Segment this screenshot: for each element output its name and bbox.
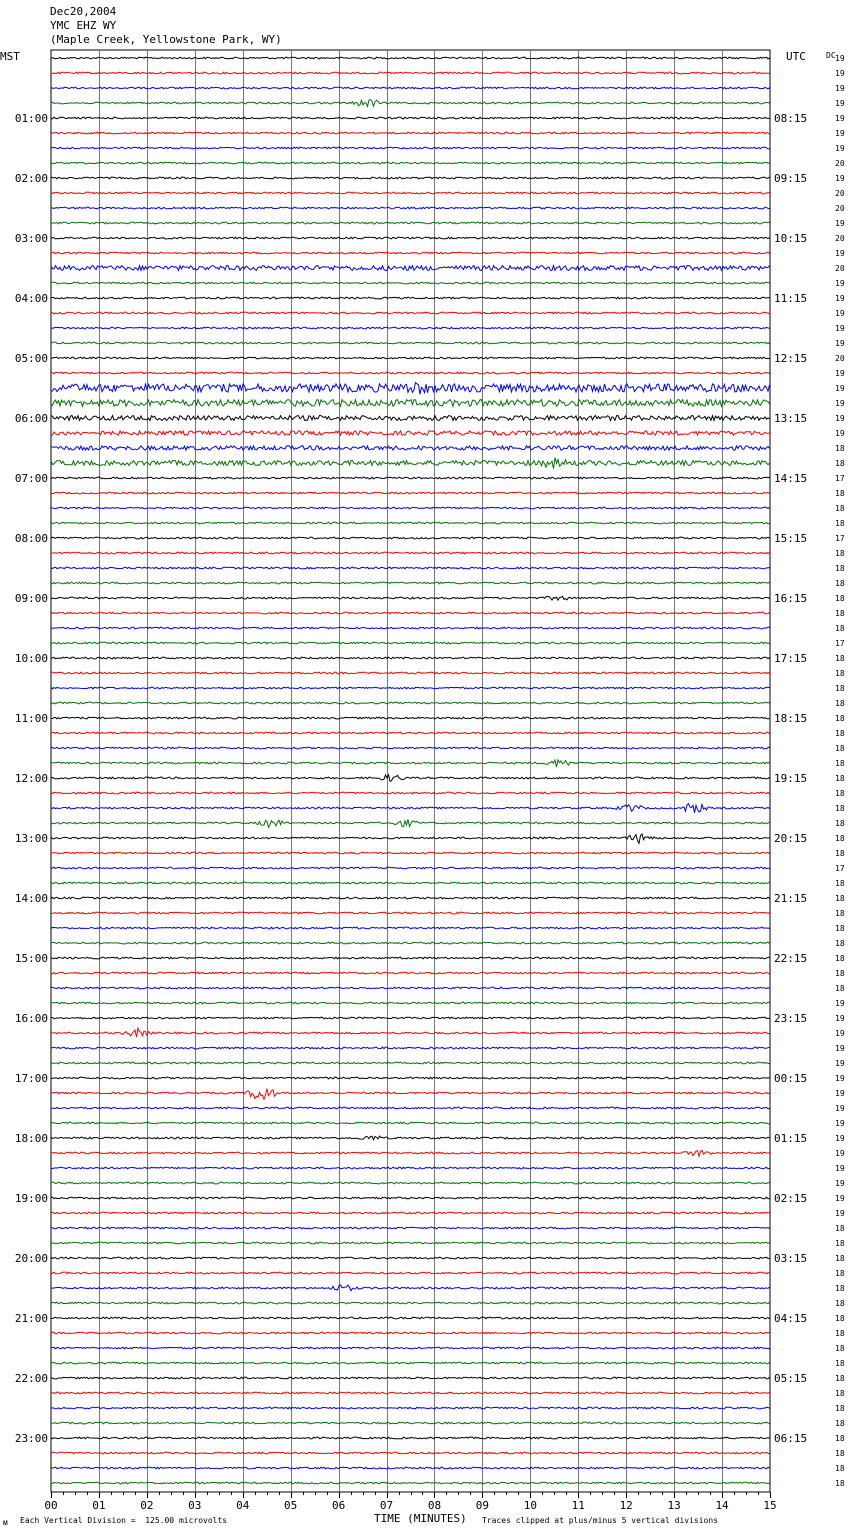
seismic-trace <box>51 1136 770 1140</box>
seismic-trace <box>51 57 770 59</box>
seismic-trace <box>51 1212 770 1214</box>
seismic-trace <box>51 792 770 794</box>
dc-offset-value: 18 <box>835 729 845 738</box>
seismic-trace <box>51 372 770 374</box>
seismic-trace <box>51 132 770 134</box>
dc-offset-value: 18 <box>835 714 845 723</box>
seismic-trace <box>51 416 770 421</box>
seismic-trace <box>51 852 770 854</box>
dc-offset-value: 18 <box>835 579 845 588</box>
seismic-trace <box>51 1302 770 1304</box>
right-hour-label: 13:15 <box>774 412 808 425</box>
seismic-trace <box>51 383 770 395</box>
dc-offset-value: 18 <box>835 1374 845 1383</box>
seismic-trace <box>51 207 770 209</box>
right-hour-label: 12:15 <box>774 352 808 365</box>
seismic-trace <box>51 507 770 509</box>
seismic-trace <box>51 1257 770 1259</box>
dc-offset-value: 19 <box>835 999 845 1008</box>
dc-offset-value: 18 <box>835 894 845 903</box>
dc-offset-value: 19 <box>835 129 845 138</box>
seismic-trace <box>51 1227 770 1229</box>
dc-offset-value: 19 <box>835 1059 845 1068</box>
dc-offset-value: 19 <box>835 429 845 438</box>
dc-offset-value: 18 <box>835 984 845 993</box>
right-hour-label: 15:15 <box>774 532 808 545</box>
seismic-trace <box>51 897 770 899</box>
left-hour-label: 01:00 <box>14 112 48 125</box>
footer-mark: ᴍ <box>3 1518 8 1527</box>
seismic-trace <box>51 1377 770 1379</box>
left-hour-label: 03:00 <box>14 232 48 245</box>
dc-offset-value: 19 <box>835 279 845 288</box>
dc-offset-value: 19 <box>835 1089 845 1098</box>
left-hour-label: 04:00 <box>14 292 48 305</box>
scale-note: Each Vertical Division = 125.00 microvolts <box>20 1516 228 1525</box>
seismic-trace <box>51 657 770 659</box>
left-hour-label: 05:00 <box>14 352 48 365</box>
seismic-trace <box>51 760 770 767</box>
grid-layer <box>51 50 771 1498</box>
right-hour-label: 04:15 <box>774 1312 808 1325</box>
seismic-trace <box>51 582 770 584</box>
left-hour-label: 16:00 <box>14 1012 48 1025</box>
x-tick-label: 02 <box>140 1499 154 1512</box>
right-hour-label: 01:15 <box>774 1132 808 1145</box>
left-hour-label: 13:00 <box>14 832 48 845</box>
left-hour-label: 14:00 <box>14 892 48 905</box>
dc-offset-value: 19 <box>835 339 845 348</box>
dc-offset-value: 18 <box>835 1479 845 1488</box>
dc-offset-value: 18 <box>835 879 845 888</box>
dc-offset-value: 18 <box>835 1359 845 1368</box>
dc-offset-value: 18 <box>835 1254 845 1263</box>
seismic-trace <box>51 1150 770 1156</box>
dc-offset-value: 19 <box>835 174 845 183</box>
label-layer <box>15 54 845 1512</box>
x-tick-label: 08 <box>427 1499 442 1512</box>
dc-offset-value: 19 <box>835 1209 845 1218</box>
dc-offset-value: 18 <box>835 1434 845 1443</box>
seismic-trace <box>51 687 770 689</box>
seismic-trace <box>51 1107 770 1109</box>
dc-offset-value: 19 <box>835 69 845 78</box>
seismic-trace <box>51 1407 770 1409</box>
dc-offset-value: 20 <box>835 234 845 243</box>
station-code: YMC EHZ WY <box>50 19 117 32</box>
x-tick-label: 06 <box>331 1499 346 1512</box>
dc-offset-value: 18 <box>835 669 845 678</box>
x-tick-label: 00 <box>44 1499 58 1512</box>
seismic-trace <box>51 1285 770 1291</box>
dc-offset-value: 18 <box>835 1389 845 1398</box>
right-axis-label: UTC <box>786 50 806 63</box>
seismic-trace <box>51 252 770 254</box>
dc-offset-value: 17 <box>835 639 845 648</box>
seismic-trace <box>51 312 770 314</box>
seismic-trace <box>51 1017 770 1019</box>
right-hour-label: 08:15 <box>774 112 808 125</box>
right-hour-label: 10:15 <box>774 232 808 245</box>
left-hour-label: 02:00 <box>14 172 48 185</box>
dc-offset-value: 18 <box>835 1239 845 1248</box>
x-tick-label: 13 <box>667 1499 681 1512</box>
seismic-trace <box>51 1122 770 1124</box>
dc-label: DC <box>826 51 836 60</box>
seismic-trace <box>51 552 770 554</box>
dc-offset-value: 19 <box>835 1029 845 1038</box>
seismic-trace <box>51 819 770 827</box>
dc-offset-value: 18 <box>835 924 845 933</box>
seismic-trace <box>51 162 770 164</box>
seismic-trace <box>51 147 770 149</box>
dc-offset-value: 19 <box>835 384 845 393</box>
dc-offset-value: 19 <box>835 399 845 408</box>
left-hour-label: 23:00 <box>14 1432 48 1445</box>
left-hour-label: 17:00 <box>14 1072 48 1085</box>
trace-layer <box>51 57 770 1484</box>
seismic-trace <box>51 612 770 614</box>
left-hour-label: 11:00 <box>14 712 48 725</box>
right-hour-label: 19:15 <box>774 772 808 785</box>
dc-offset-value: 18 <box>835 519 845 528</box>
seismic-trace <box>51 1167 770 1169</box>
dc-offset-value: 19 <box>835 324 845 333</box>
dc-offset-value: 20 <box>835 204 845 213</box>
dc-offset-value: 18 <box>835 459 845 468</box>
x-tick-label: 07 <box>379 1499 394 1512</box>
dc-offset-value: 20 <box>835 264 845 273</box>
right-hour-label: 00:15 <box>774 1072 808 1085</box>
dc-offset-value: 19 <box>835 294 845 303</box>
dc-offset-value: 19 <box>835 1149 845 1158</box>
dc-offset-value: 19 <box>835 1164 845 1173</box>
seismic-trace <box>51 957 770 959</box>
seismic-trace <box>51 1089 770 1100</box>
x-tick-label: 04 <box>236 1499 250 1512</box>
seismic-trace <box>51 732 770 734</box>
seismic-trace <box>51 1272 770 1274</box>
right-hour-label: 16:15 <box>774 592 808 605</box>
dc-offset-value: 18 <box>835 1284 845 1293</box>
dc-offset-value: 19 <box>835 1014 845 1023</box>
x-tick-label: 14 <box>715 1499 729 1512</box>
x-tick-label: 01 <box>92 1499 106 1512</box>
left-hour-label: 18:00 <box>14 1132 48 1145</box>
seismic-trace <box>51 912 770 914</box>
seismic-trace <box>51 775 770 782</box>
seismic-trace <box>51 804 770 813</box>
left-hour-label: 22:00 <box>14 1372 48 1385</box>
seismic-trace <box>51 1422 770 1424</box>
dc-offset-value: 19 <box>835 1134 845 1143</box>
right-hour-label: 09:15 <box>774 172 808 185</box>
dc-offset-value: 18 <box>835 594 845 603</box>
dc-offset-value: 19 <box>835 1074 845 1083</box>
right-hour-label: 05:15 <box>774 1372 808 1385</box>
seismic-trace <box>51 882 770 884</box>
left-hour-label: 12:00 <box>14 772 48 785</box>
seismic-trace <box>51 400 770 407</box>
dc-offset-value: 18 <box>835 834 845 843</box>
dc-offset-value: 18 <box>835 609 845 618</box>
dc-offset-value: 18 <box>835 939 845 948</box>
seismic-trace <box>51 537 770 539</box>
seismic-trace <box>51 834 770 843</box>
right-hour-label: 11:15 <box>774 292 808 305</box>
seismic-trace <box>51 1332 770 1334</box>
dc-offset-value: 19 <box>835 369 845 378</box>
seismic-trace <box>51 357 770 359</box>
dc-offset-value: 18 <box>835 804 845 813</box>
right-hour-label: 14:15 <box>774 472 808 485</box>
seismic-trace <box>51 100 770 107</box>
left-axis-label: MST <box>0 50 20 63</box>
seismic-trace <box>51 192 770 194</box>
dc-offset-value: 18 <box>835 624 845 633</box>
seismic-trace <box>51 702 770 704</box>
seismic-trace <box>51 1392 770 1394</box>
dc-offset-value: 18 <box>835 1404 845 1413</box>
dc-offset-value: 18 <box>835 849 845 858</box>
seismic-trace <box>51 342 770 344</box>
seismic-trace <box>51 867 770 869</box>
dc-offset-value: 18 <box>835 1329 845 1338</box>
dc-offset-value: 19 <box>835 54 845 63</box>
dc-offset-value: 19 <box>835 1179 845 1188</box>
seismic-trace <box>51 596 770 600</box>
seismic-trace <box>51 927 770 929</box>
dc-offset-value: 18 <box>835 954 845 963</box>
dc-offset-value: 17 <box>835 534 845 543</box>
seismic-trace <box>51 297 770 299</box>
left-hour-label: 10:00 <box>14 652 48 665</box>
dc-offset-value: 18 <box>835 504 845 513</box>
dc-offset-value: 20 <box>835 354 845 363</box>
seismic-trace <box>51 282 770 284</box>
right-hour-label: 03:15 <box>774 1252 808 1265</box>
dc-offset-value: 19 <box>835 99 845 108</box>
dc-offset-value: 18 <box>835 1314 845 1323</box>
left-hour-label: 20:00 <box>14 1252 48 1265</box>
seismic-trace <box>51 237 770 239</box>
seismic-trace <box>51 477 770 479</box>
dc-offset-value: 18 <box>835 969 845 978</box>
right-hour-label: 22:15 <box>774 952 808 965</box>
dc-offset-value: 18 <box>835 654 845 663</box>
chart-date: Dec20,2004 <box>50 5 117 18</box>
dc-offset-value: 18 <box>835 1449 845 1458</box>
seismic-trace <box>51 1452 770 1454</box>
seismic-trace <box>51 72 770 74</box>
right-hour-label: 23:15 <box>774 1012 808 1025</box>
x-tick-label: 05 <box>284 1499 298 1512</box>
station-location: (Maple Creek, Yellowstone Park, WY) <box>50 33 282 46</box>
seismic-trace <box>51 627 770 629</box>
right-hour-label: 20:15 <box>774 832 808 845</box>
right-hour-label: 02:15 <box>774 1192 808 1205</box>
x-tick-label: 03 <box>188 1499 202 1512</box>
seismic-trace <box>51 747 770 749</box>
seismic-trace <box>51 1347 770 1349</box>
left-hour-label: 19:00 <box>14 1192 48 1205</box>
dc-offset-value: 17 <box>835 864 845 873</box>
seismic-trace <box>51 717 770 719</box>
dc-offset-value: 18 <box>835 744 845 753</box>
dc-offset-value: 19 <box>835 114 845 123</box>
seismic-trace <box>51 942 770 944</box>
dc-offset-value: 18 <box>835 1344 845 1353</box>
seismic-trace <box>51 117 770 119</box>
seismic-trace <box>51 1062 770 1064</box>
x-axis-title: TIME (MINUTES) <box>374 1512 467 1525</box>
clip-note: Traces clipped at plus/minus 5 vertical divisions <box>482 1516 719 1525</box>
x-tick-label: 11 <box>571 1499 585 1512</box>
dc-offset-value: 18 <box>835 1464 845 1473</box>
dc-offset-value: 18 <box>835 909 845 918</box>
right-hour-label: 06:15 <box>774 1432 808 1445</box>
dc-offset-value: 17 <box>835 474 845 483</box>
seismic-trace <box>51 1028 770 1037</box>
right-hour-label: 21:15 <box>774 892 808 905</box>
dc-offset-value: 18 <box>835 564 845 573</box>
dc-offset-value: 18 <box>835 774 845 783</box>
seismic-trace <box>51 1242 770 1244</box>
seismic-trace <box>51 1002 770 1004</box>
dc-offset-value: 18 <box>835 759 845 768</box>
left-hour-label: 21:00 <box>14 1312 48 1325</box>
dc-offset-value: 18 <box>835 1299 845 1308</box>
seismic-trace <box>51 672 770 674</box>
left-hour-label: 09:00 <box>14 592 48 605</box>
dc-offset-value: 18 <box>835 699 845 708</box>
dc-offset-value: 19 <box>835 414 845 423</box>
seismic-trace <box>51 177 770 179</box>
seismic-trace <box>51 1437 770 1439</box>
left-hour-label: 15:00 <box>14 952 48 965</box>
seismic-trace <box>51 327 770 329</box>
dc-offset-value: 19 <box>835 1119 845 1128</box>
seismic-trace <box>51 1362 770 1364</box>
left-hour-label: 07:00 <box>14 472 48 485</box>
seismic-trace <box>51 492 770 494</box>
seismic-trace <box>51 87 770 89</box>
dc-offset-value: 19 <box>835 219 845 228</box>
x-tick-label: 09 <box>475 1499 490 1512</box>
dc-offset-value: 18 <box>835 819 845 828</box>
seismic-trace <box>51 987 770 989</box>
dc-offset-value: 18 <box>835 489 845 498</box>
right-hour-label: 18:15 <box>774 712 808 725</box>
dc-offset-value: 19 <box>835 309 845 318</box>
left-hour-label: 08:00 <box>14 532 48 545</box>
seismic-trace <box>51 1047 770 1049</box>
seismic-trace <box>51 522 770 524</box>
dc-offset-value: 18 <box>835 684 845 693</box>
dc-offset-value: 18 <box>835 1224 845 1233</box>
seismic-trace <box>51 1077 770 1079</box>
dc-offset-value: 20 <box>835 159 845 168</box>
seismic-trace <box>51 222 770 224</box>
seismic-trace <box>51 1182 770 1184</box>
dc-offset-value: 19 <box>835 249 845 258</box>
dc-offset-value: 19 <box>835 1104 845 1113</box>
dc-offset-value: 18 <box>835 789 845 798</box>
x-tick-label: 15 <box>763 1499 777 1512</box>
dc-offset-value: 18 <box>835 549 845 558</box>
seismic-trace <box>51 446 770 450</box>
x-tick-label: 12 <box>619 1499 633 1512</box>
left-hour-label: 06:00 <box>14 412 48 425</box>
seismic-trace <box>51 431 770 435</box>
dc-offset-value: 18 <box>835 1269 845 1278</box>
seismic-trace <box>51 567 770 569</box>
right-hour-label: 17:15 <box>774 652 808 665</box>
x-tick-label: 10 <box>523 1499 537 1512</box>
seismic-trace <box>51 1482 770 1484</box>
seismic-trace <box>51 266 770 271</box>
dc-offset-value: 20 <box>835 189 845 198</box>
dc-offset-value: 19 <box>835 1194 845 1203</box>
seismic-trace <box>51 1197 770 1199</box>
seismic-trace <box>51 458 770 469</box>
seismic-trace <box>51 1467 770 1469</box>
dc-offset-value: 18 <box>835 1419 845 1428</box>
dc-offset-value: 19 <box>835 1044 845 1053</box>
dc-offset-value: 19 <box>835 84 845 93</box>
seismic-trace <box>51 972 770 974</box>
seismic-trace <box>51 642 770 644</box>
seismic-trace <box>51 1317 770 1319</box>
dc-offset-value: 18 <box>835 444 845 453</box>
dc-offset-value: 19 <box>835 144 845 153</box>
